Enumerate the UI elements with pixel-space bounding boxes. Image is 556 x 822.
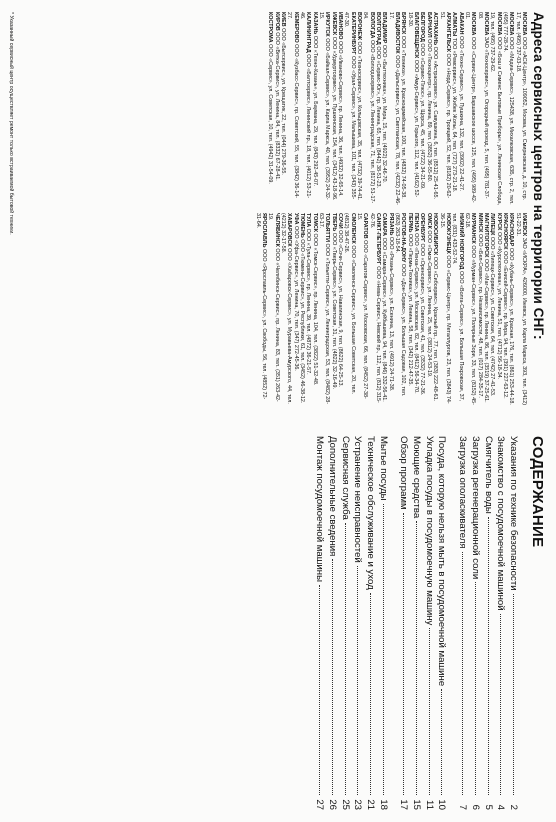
- toc-item-title: Указания по технике безопасности: [508, 436, 519, 591]
- service-center-details: ООО «Тюмень-Сервис», ул. Республики, 61, тел. (3452) 46-38-12.: [298, 239, 305, 404]
- service-center-city: МУРМАНСК: [470, 213, 477, 244]
- service-center-details: ООО «Маг-Сервис», пр. Ленина, 86, тел. (3519) 37-25-61.: [482, 258, 489, 403]
- service-center-city: КОСТРОМА: [267, 12, 274, 43]
- service-center-details: ООО «Дальсервис», ул. Светланская, 78, тел. (4232) 22-46-17.: [387, 12, 401, 205]
- service-center-city: ВОЛОГДА: [368, 12, 375, 39]
- service-center-entry: [387, 213, 393, 406]
- toc-leader-dots: [345, 523, 346, 795]
- service-center-details: ООО «Уфа-Сервис», ул. Ленина, 70, тел. (347) 272-45-36.: [292, 226, 299, 371]
- service-center-city: РЯЗАНЬ: [387, 213, 394, 236]
- service-center-details: ООО «Волга-Сервис», ул. Большая Покровская, 37, тел. (831) 433-52-74.: [451, 213, 464, 402]
- toc-leader-dots: [357, 566, 358, 795]
- service-center-entry: [502, 213, 508, 406]
- service-center-city: МАГНИТОГОРСК: [482, 213, 489, 258]
- toc-item-title: Техническое обслуживание и уход: [364, 436, 376, 590]
- service-center-city: АБАКАН: [457, 12, 464, 35]
- service-center-details: ООО «Бел-Сервис», пр. Независимости, 48, тел. (017) 284-35-17.: [476, 233, 483, 398]
- toc-item-page: 7: [457, 804, 469, 810]
- toc-item-page: 17: [398, 799, 410, 810]
- service-center-entry: [489, 213, 495, 406]
- service-center-details: ТОО «Ремсервис», ул. Жибек Жолы, 64, тел. (727) 273-21-18.: [451, 37, 458, 193]
- service-center-entry: [381, 213, 387, 406]
- service-center-city: БЛАГОВЕЩЕНСК: [413, 12, 420, 59]
- toc-item-page: 4: [495, 804, 507, 810]
- service-center-city: БЕЛГОРОД: [419, 12, 426, 42]
- service-center-entry: [337, 213, 343, 406]
- toc-item: [481, 436, 494, 810]
- service-center-city: КАЛИНИНГРАД: [305, 12, 312, 53]
- service-center-city: ОРЕНБУРГ: [419, 213, 426, 243]
- service-center-entry: [451, 213, 464, 406]
- service-centers-column-2: [254, 213, 527, 406]
- service-center-details: ООО «Дон-Сервис», ул. Большая Садовая, 102, тел. (863) 263-18-54.: [394, 213, 407, 397]
- service-center-city: ВОЛГОГРАД: [375, 12, 382, 45]
- service-center-entry: [254, 213, 267, 406]
- service-center-details: ООО «Сервис-Центр», пр. Металлургов, 23, тел. (3843) 74-36-15.: [438, 213, 451, 404]
- service-center-details: ООО «Техносервис», ул. Кольцовская, 35, тел. (4732) 39-74-41.: [356, 41, 363, 201]
- toc-item-title: Загрузка ополаскивателя: [457, 436, 469, 549]
- service-centers-column-1: [254, 12, 527, 205]
- service-center-details: ООО «Техника», ул. Красноармейская, 100, тел. (4832) 74-05-38.: [400, 35, 407, 199]
- toc-leader-dots: [441, 689, 442, 795]
- service-center-city: ВОРОНЕЖ: [356, 12, 363, 41]
- service-center-entry: [343, 12, 356, 205]
- service-center-city: МОСКВА: [470, 12, 477, 36]
- service-center-entry: [438, 12, 451, 205]
- toc-item-page: 15: [411, 799, 423, 810]
- service-center-city: НОВОСИБИРСК: [432, 213, 439, 256]
- service-center-city: ВЛАДИМИР: [381, 12, 388, 44]
- service-center-details: ООО «Астрасервис», ул. Савушкина, 6, тел. (8512) 25-41-65.: [432, 46, 439, 199]
- toc-leader-dots: [513, 594, 514, 795]
- service-center-entry: [451, 12, 457, 205]
- service-center-city: СМОЛЕНСК: [349, 213, 356, 244]
- service-center-details: ООО «Иваново-Сервис», пр. Ленина, 36, тел. (4932) 32-65-14.: [337, 40, 344, 197]
- toc-item-title: Сервисная служба: [339, 436, 351, 520]
- toc-leader-dots: [462, 552, 463, 795]
- toc-title: СОДЕРЖАНИЕ: [529, 436, 546, 548]
- service-center-details: ООО «Омск-Сервис», ул. Ленина, 25, тел. (3812) 24-53-19.: [425, 230, 432, 378]
- service-center-city: ЯРОСЛАВЛЬ: [260, 213, 267, 248]
- service-center-details: ООО «Тверь-Сервис», ул. Советская, 31, тел. (4822) 32-16-49.: [330, 232, 337, 389]
- service-center-details: ООО «Тольятти-Сервис», ул. Ленинградская, 53, тел. (8482) 28-63-17.: [318, 213, 331, 405]
- toc-item-title: Устранение неисправностей: [352, 436, 364, 563]
- toc-item: [435, 436, 448, 810]
- service-center-details: ООО «Сочи-Сервис», ул. Навагинская, 9, тел. (8622) 64-25-13.: [337, 230, 344, 388]
- toc-item: [351, 436, 364, 810]
- service-center-details: ООО «Рязань-Сервис», ул. Есенина, 13, тел. (4912) 24-71-38.: [387, 236, 394, 392]
- service-center-entry: [356, 12, 362, 205]
- service-center-details: ООО «Амур-Сервис», ул. Горького, 112, тел. (4162) 52-18-30.: [406, 12, 420, 198]
- toc-item: [397, 436, 410, 810]
- service-center-city: ХАБАРОВСК: [286, 213, 293, 247]
- service-center-city: УФА: [292, 213, 299, 225]
- service-center-details: ООО «Самара-Сервис», ул. Куйбышева, 94, тел. (846) 332-56-41.: [381, 237, 388, 402]
- service-center-entry: [280, 12, 286, 205]
- service-center-entry: [432, 213, 438, 406]
- service-center-city: АСТРАХАНЬ: [432, 12, 439, 46]
- service-center-details: ООО «Кубань-Сервис», ул. Красная, 176, тел. (861) 253-44-18.: [508, 247, 515, 405]
- service-center-city: ТУЛА: [305, 213, 312, 228]
- service-center-details: ООО «Пенза-Сервис», ул. Московская, 82, тел. (8412) 56-34-70.: [413, 233, 420, 394]
- service-center-entry: [476, 213, 482, 406]
- service-center-city: ПЕРМЬ: [406, 213, 413, 233]
- toc-leader-dots: [475, 582, 476, 795]
- toc-item-title: Загрузка регенерационной соли: [469, 436, 481, 580]
- service-center-details: ООО «Кузбасс-Сервис», пр. Советский, 55, тел. (3842) 36-14-27.: [286, 12, 299, 198]
- toc-leader-dots: [416, 521, 417, 795]
- service-centers-section: [6, 12, 546, 407]
- service-center-city: КАЗАНЬ: [311, 12, 318, 35]
- toc-item-page: 18: [377, 799, 389, 810]
- service-center-city: АЛМАТЫ: [451, 12, 458, 37]
- service-center-entry: [362, 12, 375, 205]
- service-center-city: ТОЛЬЯТТИ: [324, 213, 331, 243]
- service-center-city: КРАСНОДАР: [508, 213, 515, 247]
- service-center-details: ООО «Енисей-Сервис», пр. Мира, 94, тел. (391) 227-63-12.: [501, 251, 508, 399]
- service-center-entry: [464, 12, 477, 205]
- service-center-entry: [483, 213, 489, 406]
- service-center-city: КРАСНОЯРСК: [501, 213, 508, 250]
- service-center-entry: [438, 213, 451, 406]
- service-center-details: ООО «Тула-Сервис», пр. Ленина, 39, тел. (4872) 36-21-57.: [305, 228, 312, 375]
- service-center-details: ООО «Байкал-Сервис», ул. Карла Маркса, 40, тел. (3952) 24-32-15.: [318, 12, 331, 200]
- service-center-entry: [476, 12, 489, 205]
- toc-item: [376, 436, 389, 810]
- service-center-entry: [286, 12, 299, 205]
- service-center-city: ЛИПЕЦК: [489, 213, 496, 236]
- service-center-city: ПЕНЗА: [413, 213, 420, 232]
- service-center-details: ООО «Балтсервис», Ленинский пр., 18, тел. (4012) 53-21-46.: [298, 12, 312, 199]
- toc-item-title: Монтаж посудомоечной машины: [314, 436, 326, 582]
- service-center-city: ИВАНОВО: [337, 12, 344, 40]
- service-center-entry: [299, 213, 305, 406]
- service-center-details: ООО «Техноцентр», пр. Ленина, 89, тел. (3852) 36-55-80.: [425, 39, 432, 183]
- service-center-details: ООО «Сервис-Юг», пр. Ленина, 65, тел. (8442) 38-51-23.: [375, 46, 382, 189]
- service-center-city: КИРОВ: [273, 12, 280, 31]
- service-center-details: ООО «Пермь-Техника», ул. Ленина, 58, тел. (342) 212-47-35.: [406, 233, 413, 386]
- service-center-city: КЕМЕРОВО: [292, 12, 299, 43]
- toc-leader-dots: [319, 585, 320, 795]
- toc-item-title: Обзор программ: [398, 436, 410, 510]
- service-center-entry: [495, 213, 501, 406]
- service-center-city: МОСКВА: [508, 12, 515, 36]
- service-center-entry: [419, 12, 425, 205]
- service-center-details: ООО «Липецк-Сервис», ул. Советская, 64, тел. (4742) 27-41-53.: [489, 236, 496, 397]
- service-center-details: ООО «Сервис-Плюс», ул. Щорса, 45, тел. (4722) 34-21-09.: [419, 43, 426, 190]
- toc-item-title: Знакомство с посудомоечной машиной: [495, 436, 507, 611]
- toc-item: [312, 436, 325, 810]
- service-center-details: ООО «Томск-Сервис», пр. Ленина, 104, тел. (3822) 51-32-48.: [311, 233, 318, 386]
- service-center-entry: [311, 12, 317, 205]
- toc-item: [494, 436, 507, 810]
- service-center-details: ЗАО «ИСКРА», 426000, Ижевск, ул. Карла Маркса, 393, тел. (3412) 51-22-31.: [514, 213, 527, 406]
- service-center-city: МОСКВА: [482, 12, 489, 36]
- toc-item: [468, 436, 481, 810]
- service-center-details: ООО «Сервис-Центр», Варшавское шоссе, 125, тел. (495) 989-42-01.: [463, 12, 477, 203]
- service-center-city: СОЧИ: [337, 213, 344, 229]
- service-center-details: ООО «Саратов-Сервис», ул. Московская, 66, тел. (8452) 27-38-15.: [356, 213, 369, 399]
- toc-leader-dots: [370, 593, 371, 795]
- service-center-city: ИЖЕВСК: [330, 12, 337, 36]
- service-center-details: ООО «Техно-Сервис», ул. Пушкина, 132, тел. (3902) 22-41-27.: [457, 36, 464, 192]
- service-center-details: ООО «Мурман-Сервис», ул. Полярные Зори, 33, тел. (8152) 45-62-18.: [463, 213, 477, 405]
- toc-item-page: 6: [469, 804, 481, 810]
- service-center-entry: [394, 213, 407, 406]
- toc-item: [363, 436, 376, 810]
- service-center-entry: [400, 12, 406, 205]
- service-center-entry: [318, 213, 331, 406]
- service-center-city: ТОМСК: [311, 213, 318, 233]
- toc-list: [312, 432, 519, 810]
- service-center-entry: [502, 12, 515, 205]
- service-center-details: ООО «Урал-Сервис», ул. Малышева, 101, тел. (343) 355-47-30.: [343, 12, 356, 200]
- service-center-details: ООО «Челябинск-Сервис», пр. Ленина, 83, тел. (351) 263-42-19.: [267, 213, 280, 402]
- toc-item: [325, 436, 338, 810]
- service-center-city: БАРНАУЛ: [425, 12, 432, 38]
- toc-item: [455, 436, 468, 810]
- service-center-city: ВЛАДИВОСТОК: [394, 12, 401, 54]
- service-center-city: ИРКУТСК: [324, 12, 331, 37]
- service-center-entry: [406, 12, 419, 205]
- toc-item: [338, 436, 351, 810]
- table-of-contents-section: [6, 432, 546, 810]
- service-center-entry: [375, 12, 381, 205]
- service-center-details: ООО «Хабаровск-Сервис», ул. Муравьева-Амурского, 44, тел. (4212) 32-17-58.: [279, 213, 293, 404]
- service-center-entry: [514, 12, 527, 205]
- toc-item-page: 26: [326, 799, 338, 810]
- toc-item-page: 5: [482, 804, 494, 810]
- toc-item-title: Мытье посуды: [377, 436, 389, 501]
- service-center-entry: [387, 12, 400, 205]
- service-center-entry: [292, 213, 298, 406]
- service-center-city: БРЯНСК: [400, 12, 407, 35]
- service-center-entry: [299, 12, 312, 205]
- service-center-city: САРАТОВ: [362, 213, 369, 239]
- toc-leader-dots: [500, 614, 501, 795]
- service-center-entry: [508, 213, 514, 406]
- toc-item-title: Дополнительные сведения: [326, 436, 338, 557]
- toc-item-page: 2: [508, 804, 519, 810]
- service-center-city: ТВЕРЬ: [330, 213, 337, 232]
- service-center-entry: [267, 12, 273, 205]
- service-center-entry: [406, 213, 412, 406]
- service-center-entry: [432, 12, 438, 205]
- service-center-city: НИЖНИЙ НОВГОРОД: [457, 213, 464, 270]
- service-center-city: ТЮМЕНЬ: [298, 213, 305, 238]
- service-center-entry: [337, 12, 343, 205]
- toc-item-page: 10: [436, 799, 448, 810]
- service-center-entry: [343, 213, 356, 406]
- service-center-entry: [311, 213, 317, 406]
- service-center-city: МОСКВА: [521, 12, 527, 36]
- service-center-city: САМАРА: [381, 213, 388, 237]
- service-center-city: ОМСК: [425, 213, 432, 229]
- service-center-entry: [489, 12, 502, 205]
- service-center-entry: [413, 213, 419, 406]
- toc-item: [422, 436, 435, 810]
- service-center-entry: [356, 213, 369, 406]
- footnote: * Указанный сервисный центр осуществляет ремонт только встраиваемой бытовой техники.: [8, 12, 14, 235]
- toc-spacer: [447, 436, 455, 810]
- toc-item-page: 25: [339, 799, 351, 810]
- service-centers-title: Адреса сервисных центров на территории СНГ:: [531, 12, 546, 340]
- service-center-entry: [330, 213, 336, 406]
- service-center-entry: [514, 213, 527, 406]
- service-center-details: ООО «Норд-Сервис», пр. Троицкий, 52, тел. (8182) 20-62-51.: [438, 12, 451, 199]
- service-center-city: ЧЕЛЯБИНСК: [273, 213, 280, 247]
- service-center-details: ООО «Удмуртсервис», ул. Пушкинская, 154, тел. (3412) 43-18-96.: [330, 36, 337, 201]
- service-center-details: ООО «Бош и Сименс Бытовые Приборы», ул. Ленинская Слобода, 19, тел. (495) 737-29-62.: [489, 12, 502, 206]
- service-center-city: АРХАНГЕЛЬСК: [444, 12, 451, 53]
- service-center-city: МОСКВА: [495, 12, 502, 36]
- service-center-entry: [426, 12, 432, 205]
- service-center-city: ИЖЕВСК: [521, 213, 527, 237]
- service-center-details: ЗАО «Техносервис», ул. Огородный проезд, 5, тел. (495) 781-37-08.: [476, 12, 489, 199]
- service-center-details: ООО «АСК-Центр», 109052, Москва, ул. Смирновская, д. 10, стр. 17, тел. (495) 737-03-18.: [514, 12, 527, 201]
- service-center-details: ООО «Вятка-Сервис», ул. Ленина, 84, тел. (8332) 67-28-41.: [273, 32, 280, 181]
- service-center-entry: [381, 12, 387, 205]
- toc-item-page: 23: [352, 799, 364, 810]
- service-center-details: ООО «Курсктехника», ул. Ленина, 51, тел. (4712) 56-18-34.: [495, 231, 502, 380]
- toc-leader-dots: [429, 628, 430, 795]
- toc-spacer: [389, 436, 397, 810]
- service-center-details: ООО «Оренсервис», ул. Советская, 41, тел. (3532) 77-21-36.: [419, 243, 426, 396]
- toc-leader-dots: [488, 517, 489, 795]
- service-center-entry: [330, 12, 336, 205]
- toc-leader-dots: [403, 513, 404, 795]
- service-center-entry: [273, 12, 279, 205]
- service-center-details: ООО «Медиа-Сервис», 125438, ул. Михалковская, 63Б, стр. 2, тел. (495) 777-28-74.: [501, 12, 515, 205]
- toc-item-page: 21: [364, 799, 376, 810]
- toc-item-title: Посуда, которую нельзя мыть в посудомоечной машине: [436, 436, 448, 687]
- service-center-entry: [318, 12, 331, 205]
- service-center-city: МИНСК: [476, 213, 483, 233]
- service-center-entry: [280, 213, 293, 406]
- service-center-city: КУРСК: [495, 213, 502, 231]
- toc-leader-dots: [332, 559, 333, 795]
- service-center-city: КИЕВ: [279, 12, 286, 27]
- service-center-city: САНКТ-ПЕТЕРБУРГ: [375, 213, 382, 265]
- toc-leader-dots: [383, 504, 384, 795]
- toc-item-title: Укладка посуды в посудомоечную машину: [423, 436, 435, 626]
- service-center-city: РОСТОВ-НА-ДОНУ: [400, 213, 407, 263]
- service-center-entry: [457, 12, 463, 205]
- service-center-details: ООО «Нева-Сервис», Невский пр., 112, тел. (812) 315-42-76.: [368, 213, 382, 403]
- service-center-entry: [368, 213, 381, 406]
- service-center-details: ООО «Техно-Казань», ул. Баумана, 29, тел. (843) 292-45-07.: [311, 35, 318, 187]
- toc-item-page: 27: [314, 799, 326, 810]
- service-centers-columns: [254, 12, 527, 407]
- service-center-details: ООО «Сервис», ул. Советская, 10, тел. (4942) 31-54-09.: [267, 44, 274, 184]
- service-center-entry: [267, 213, 280, 406]
- toc-item: [409, 436, 422, 810]
- service-center-entry: [464, 213, 477, 406]
- service-center-details: ООО «Вологдасервис», ул. Ленинградская, 71, тел. (8172) 51-17-84.: [362, 12, 375, 204]
- service-center-details: ООО «Смоленск-Сервис», ул. Большая Советская, 20, тел. (4812) 38-47-26.: [343, 213, 356, 394]
- toc-item-page: 11: [423, 800, 435, 810]
- service-center-entry: [419, 213, 425, 406]
- service-center-city: ЕКАТЕРИНБУРГ: [349, 12, 356, 55]
- service-center-entry: [426, 213, 432, 406]
- service-center-city: НОВОКУЗНЕЦК: [444, 213, 451, 254]
- service-center-details: ООО «Ярославль-Сервис», ул. Свободы, 56, тел. (4852) 72-31-64.: [254, 213, 267, 400]
- toc-item: [506, 436, 519, 810]
- toc-item-title: Моющие средства: [411, 436, 423, 519]
- service-center-details: ООО «Бытсервис», ул. Крещатик, 22, тел. (044) 279-36-55.: [279, 28, 286, 175]
- toc-item-title: Смягчитель воды: [482, 436, 494, 514]
- service-center-details: ООО «Быттехника», ул. Мира, 15, тел. (4922) 32-46-70.: [381, 44, 388, 183]
- service-center-details: ООО «Сибсервис», Красный пр., 77, тел. (383) 222-48-61.: [432, 256, 439, 402]
